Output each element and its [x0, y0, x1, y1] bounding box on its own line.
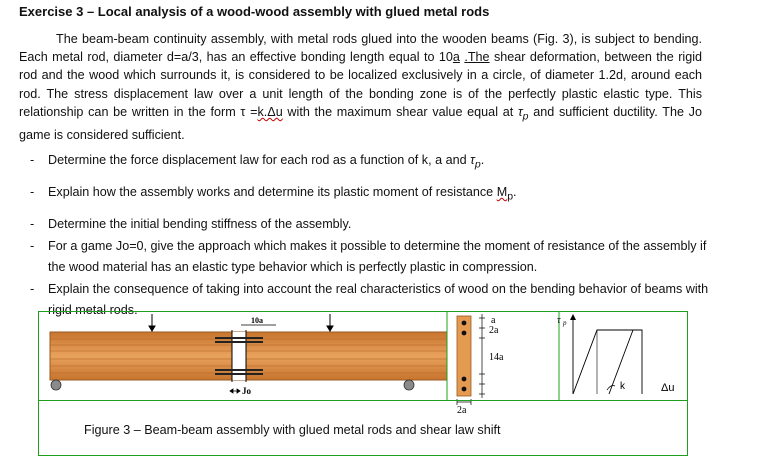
question-1-end: .	[480, 153, 485, 167]
intro-part-1: The beam-beam continuity assembly, with metal rods glued into the wooden beams (Fig. 3), is subject to bending. Each metal rod, diameter d=a/3, has an effective bonding length equal to 10	[19, 32, 702, 65]
question-item	[30, 236, 710, 279]
caption-rule	[39, 400, 687, 401]
cross-section	[457, 316, 471, 396]
question-2-m: M	[496, 185, 508, 200]
problem-statement	[19, 30, 702, 144]
section-label-14a: 14a	[489, 352, 504, 363]
question-1-text: Determine the force displacement law for each rod as a function of k, a and	[48, 153, 471, 167]
question-2-text: Explain how the assembly works and determine its plastic moment of resistance	[48, 185, 497, 200]
gap-jo-arrows	[230, 389, 240, 393]
question-1-tau-sub: p	[474, 158, 481, 171]
section-label-2a-bottom: 2a	[457, 405, 467, 416]
question-1-tau: τ	[470, 153, 475, 167]
shear-law-tau-label: τ	[557, 315, 561, 326]
shear-law-y-arrow	[570, 314, 576, 320]
intro-tau-sub: p	[522, 110, 529, 123]
intro-the: The	[467, 50, 490, 65]
shear-law-curve	[573, 330, 642, 394]
gap-jo-label: Jo	[242, 386, 251, 396]
section-label-a: a	[491, 315, 496, 326]
question-item	[30, 214, 710, 236]
intro-k-du: k.Δu	[257, 104, 283, 119]
question-4-text: For a game Jo=0, give the approach which makes it possible to determine the moment of resistance of the assembly if the wood material has an elastic type behavior which is perfectly plastic in compression.	[48, 238, 707, 275]
intro-part-2: shear deformation, between the rigid rod and the wood which surrounds it, is considered to be localized exclusively in a circle, of diameter 1.2d, around each rod. The stress displacement law over a unit length of the bonding zone is of the perfectly plastic elastic type. This relationship can be written in the form τ =	[19, 50, 703, 119]
load-arrows	[149, 314, 333, 331]
intro-part-4: and sufficient ductility. The Jo game is considered sufficient.	[19, 104, 702, 142]
exercise-title: Exercise 3 – Local analysis of a wood-wood assembly with glued metal rods	[19, 4, 490, 19]
question-5-text: Explain the consequence of taking into account the real characteristics of wood on the bending behavior of beams with rigid metal rods.	[48, 281, 709, 318]
question-list	[30, 150, 710, 322]
question-3-text: Determine the initial bending stiffness of the assembly.	[48, 217, 352, 232]
shear-law-du-label: Δu	[661, 382, 675, 394]
question-2-end: .	[513, 185, 517, 200]
intro-tau: τ	[517, 104, 523, 119]
right-support	[404, 380, 414, 390]
dimension-10a-label: 10a	[251, 316, 263, 325]
shear-law-k-label: k	[620, 381, 625, 392]
section-label-2a-top: 2a	[489, 325, 499, 336]
left-support	[51, 380, 61, 390]
question-item	[30, 182, 710, 208]
intro-part-3: with the maximum shear value equal at	[282, 104, 518, 119]
beam-joint-gap	[232, 332, 246, 380]
question-item	[30, 150, 710, 176]
shear-law-tau-sub: p	[563, 319, 567, 327]
question-2-mp	[496, 185, 514, 203]
intro-a: a	[452, 50, 460, 65]
figure-caption: Figure 3 – Beam-beam assembly with glued metal rods and shear law shift	[84, 423, 501, 437]
question-2-m-sub: p	[507, 190, 514, 203]
intro-dot: .	[464, 50, 468, 65]
